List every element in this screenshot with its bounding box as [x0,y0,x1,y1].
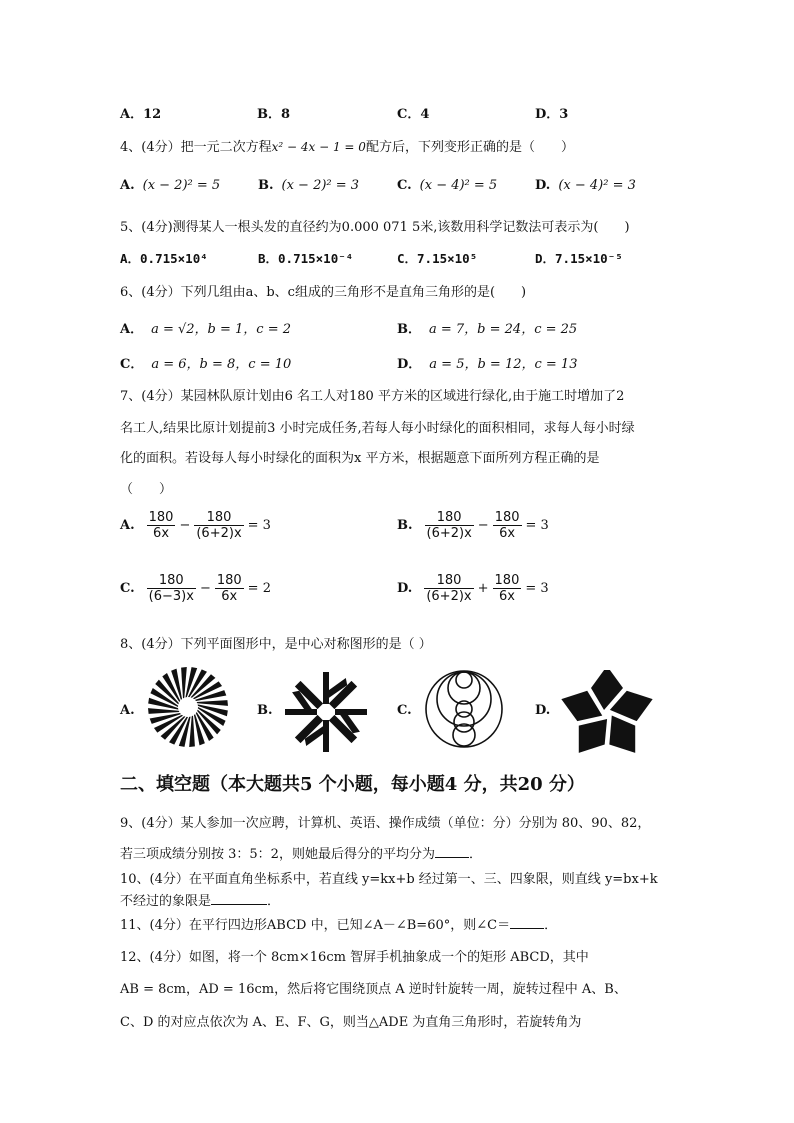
q7-b-den-2: 6x [499,526,516,541]
q10-answer-blank[interactable] [211,904,267,905]
q8-option-b-label: B. [257,703,273,718]
q7-d-fraction-2 [493,573,522,604]
q7-a-num-1: 180 [148,510,174,525]
q7-a-den-1: 6x [153,526,170,541]
q6-option-a [120,318,291,337]
q7-a-num-2: 180 [194,510,243,526]
q4-option-b [258,178,359,193]
q8-stem: 8、(4分）下列平面图形中，是中心对称图形的是（ ） [120,637,432,652]
q7-a-rhs: = 3 [247,518,271,533]
q7-b-operator: − [477,518,489,533]
q11-text: 11、(4分）在平行四边形ABCD 中，已知∠A－∠B=60°，则∠C＝ [120,918,511,933]
q7-option-a [120,510,271,541]
q4-equation: x² − 4x − 1 = 0 [271,140,366,154]
q12-line-2: AB = 8cm，AD = 16cm，然后将它围绕顶点 A 逆时针旋转一周，旋转过程中 A、B、 [120,982,627,997]
q6-option-d-label: D． [397,357,422,372]
q3-option-b: B．8 [257,107,291,122]
q11-end: ． [544,918,558,933]
q6-option-b-label: B． [397,322,421,337]
q7-a-fraction-2 [194,510,243,541]
q10-line-1: 10、(4分）在平面直角坐标系中，若直线 y=kx+b 经过第一、三、四象限，则直线 y=bx+k [120,872,658,887]
q10-line-2-text: 不经过的象限是 [120,894,212,909]
section-2-title: 二、填空题（本大题共5 个小题，每小题4 分，共20 分） [120,774,585,795]
q7-option-b-label: B. [397,518,413,533]
q7-b-num-1: 180 [425,510,474,526]
q7-d-num-2: 180 [494,573,520,588]
q3-option-d: D．3 [535,107,569,122]
q4-option-a-label: A. [120,178,135,193]
q9-line-1: 9、(4分）某人参加一次应聘，计算机、英语、操作成绩（单位：分）分别为 80、90、82， [120,816,651,831]
q7-option-d [397,573,549,604]
q7-d-den-1: (6+2)x [426,589,472,604]
five-petal-star-icon [558,670,656,758]
q7-line-3: 化的面积。若设每人每小时绿化的面积为x 平方米，根据题意下面所列方程正确的是 [120,451,600,466]
q7-c-fraction-2 [215,573,244,604]
q7-line-2: 名工人,结果比原计划提前3 小时完成任务,若每人每小时绿化的面积相同，求每人每小时绿 [120,421,635,436]
q7-option-c [120,573,271,604]
q8-option-a-label: A. [120,703,135,718]
q4-option-c-math: (x − 4)² = 5 [419,178,498,193]
q4-option-d [535,178,636,193]
q6-option-d [397,353,577,372]
q10-line-2 [120,890,280,909]
q7-a-fraction-1 [147,510,176,541]
q4-option-d-label: D. [535,178,551,193]
q9-answer-blank[interactable] [435,857,469,858]
q7-line-4: （ ） [120,482,173,497]
q4-option-c-label: C. [397,178,412,193]
q7-c-den-2: 6x [221,589,238,604]
q7-d-operator: + [477,581,489,596]
q5-option-b: B．0.715×10⁻⁴ [258,251,354,266]
q7-option-c-label: C. [120,581,135,596]
q7-a-den-2: (6+2)x [196,526,242,541]
q5-stem: 5、(4分)测得某人一根头发的直径约为0.000 071 5米,该数用科学记数法可表示为( ) [120,220,630,235]
q3-option-c: C．4 [397,107,430,122]
q11-answer-blank[interactable] [510,928,544,929]
q7-option-b [397,510,549,541]
q9-line-2-text: 若三项成绩分别按 3：5：2，则她最后得分的平均分为 [120,847,435,862]
q12-line-3: C、D 的对应点依次为 A、E、F、G，则当△ADE 为直角三角形时，若旋转角为 [120,1015,582,1030]
q6-option-a-math: a = √2，b = 1，c = 2 [151,322,292,337]
q7-d-rhs: = 3 [525,581,549,596]
q7-c-rhs: = 2 [247,581,271,596]
q4-stem [120,136,574,155]
q4-option-d-math: (x − 4)² = 3 [558,178,636,193]
q6-option-c [120,353,291,372]
q9-line-2 [120,843,482,862]
q7-c-fraction-1 [147,573,196,604]
q4-option-a [120,178,220,193]
q5-option-a: A．0.715×10⁴ [120,251,208,266]
q5-option-c: C．7.15×10⁵ [397,251,478,266]
q4-option-b-math: (x − 2)² = 3 [281,178,360,193]
q7-c-den-1: (6−3)x [148,589,194,604]
q4-option-a-math: (x − 2)² = 5 [142,178,221,193]
q6-option-a-label: A． [120,322,144,337]
nested-circles-icon [424,666,504,752]
arrow-star-icon [283,670,369,754]
q7-option-a-label: A. [120,518,135,533]
q8-option-d-label: D. [535,703,551,718]
q7-b-num-2: 180 [494,510,520,525]
q10-line-2-end: ． [267,894,281,909]
q6-option-c-math: a = 6，b = 8，c = 10 [151,357,292,372]
q7-c-operator: − [199,581,211,596]
q6-option-c-label: C． [120,357,144,372]
q7-d-den-2: 6x [498,589,515,604]
q5-option-d: D．7.15×10⁻⁵ [535,251,623,266]
q6-option-d-math: a = 5，b = 12，c = 13 [429,357,578,372]
q6-option-b-math: a = 7，b = 24，c = 25 [429,322,578,337]
spiral-sunburst-icon [147,666,229,748]
q7-b-fraction-1 [425,510,474,541]
q12-line-1: 12、(4分）如图，将一个 8cm×16cm 智屏手机抽象成一个的矩形 ABCD，其中 [120,950,589,965]
q6-option-b [397,318,577,337]
q7-c-num-2: 180 [216,573,242,588]
q7-d-num-1: 180 [424,573,473,589]
q6-stem: 6、(4分）下列几组由a、b、c组成的三角形不是直角三角形的是( ) [120,285,527,300]
q7-b-rhs: = 3 [525,518,549,533]
q4-prefix: 4、(4分）把一元二次方程 [120,140,272,155]
q7-d-fraction-1 [424,573,473,604]
q4-option-c [397,178,497,193]
q7-line-1: 7、(4分）某园林队原计划由6 名工人对180 平方米的区域进行绿化,由于施工时增加了2 [120,389,625,404]
q4-suffix: 配方后，下列变形正确的是（ ） [365,140,574,155]
q11-stem [120,914,557,933]
q7-b-fraction-2 [493,510,522,541]
q8-option-c-label: C. [397,703,412,718]
q3-option-a: A．12 [120,107,162,122]
q4-option-b-label: B. [258,178,274,193]
q7-option-d-label: D. [397,581,413,596]
q7-b-den-1: (6+2)x [426,526,472,541]
q9-line-2-end: ． [468,847,482,862]
q7-c-num-1: 180 [147,573,196,589]
q7-a-operator: − [179,518,191,533]
